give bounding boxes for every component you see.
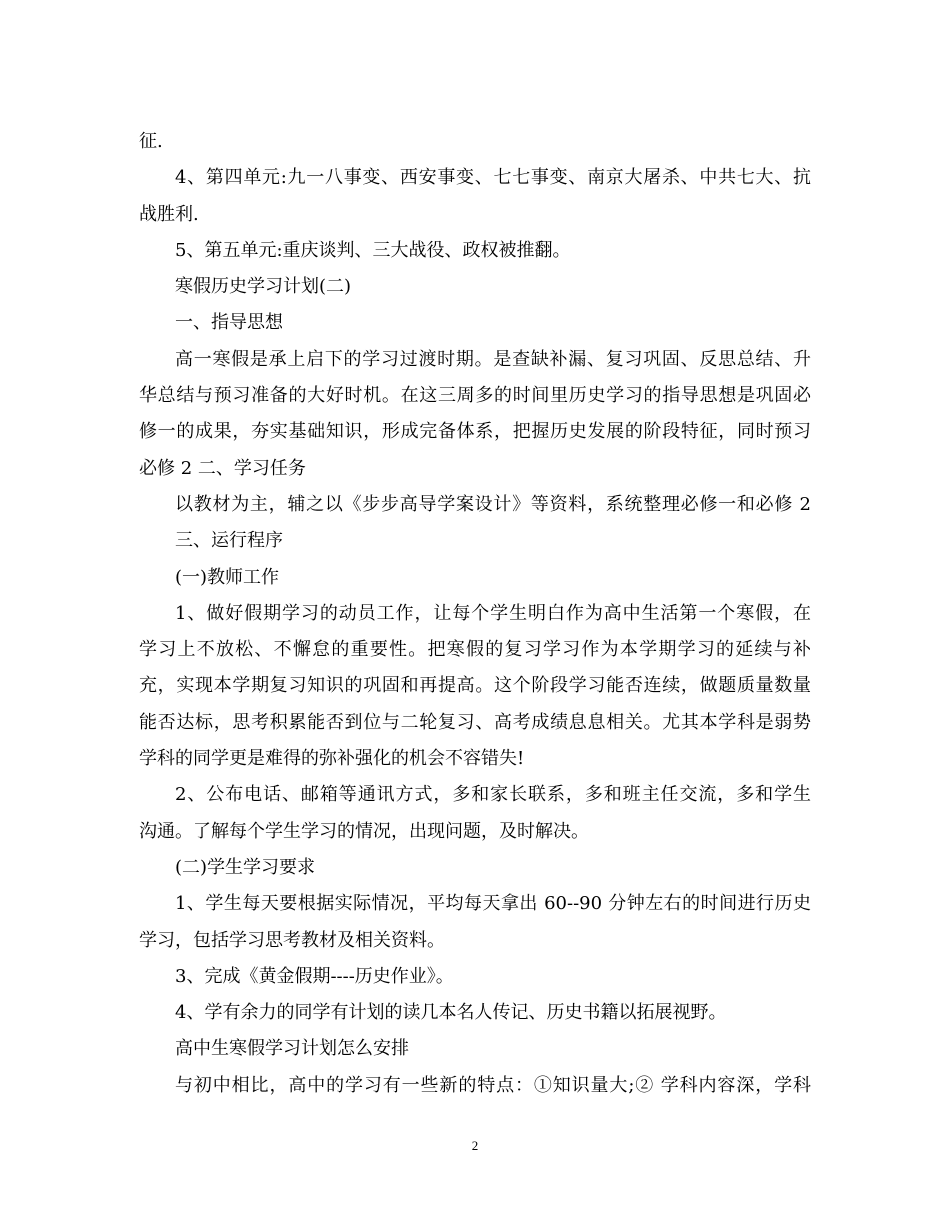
text-line: 1、做好假期学习的动员工作，让每个学生明白作为高中生活第一个寒假，在 [175, 602, 811, 624]
text-line: 3、完成《黄金假期----历史作业》。 [175, 965, 454, 987]
text-line: 充，实现本学期复习知识的巩固和再提高。这个阶段学习能否连续，做题质量数量 [139, 675, 811, 697]
section-heading: (一)教师工作 [175, 566, 280, 588]
section-heading: (二)学生学习要求 [175, 856, 316, 878]
page-number: 2 [471, 1138, 479, 1153]
text-line: 修一的成果，夯实基础知识，形成完备体系，把握历史发展的阶段特征，同时预习 [139, 421, 811, 443]
text-line: 必修 2 二、学习任务 [139, 457, 306, 479]
text-line: 战胜利. [139, 203, 199, 225]
text-line: 与初中相比，高中的学习有一些新的特点：①知识量大;② 学科内容深，学科 [175, 1074, 811, 1096]
text-line: 能否达标，思考积累能否到位与二轮复习、高考成绩息息相关。尤其本学科是弱势 [139, 711, 811, 733]
text-line: 学科的同学更是难得的弥补强化的机会不容错失! [139, 748, 525, 770]
text-line: 华总结与预习准备的大好时机。在这三周多的时间里历史学习的指导思想是巩固必 [139, 385, 811, 407]
document-body [139, 124, 811, 1104]
text-line: 高一寒假是承上启下的学习过渡时期。是查缺补漏、复习巩固、反思总结、升 [175, 348, 811, 370]
text-line: 学习上不放松、不懈怠的重要性。把寒假的复习学习作为本学期学习的延续与补 [139, 639, 811, 661]
text-line: 学习，包括学习思考教材及相关资料。 [139, 929, 445, 951]
text-line: 4、学有余力的同学有计划的读几本名人传记、历史书籍以拓展视野。 [175, 1002, 727, 1024]
text-line: 4、第四单元:九一八事变、西安事变、七七事变、南京大屠杀、中共七大、抗 [175, 167, 811, 189]
text-line: 2、公布电话、邮箱等通讯方式，多和家长联系，多和班主任交流，多和学生 [175, 784, 811, 806]
text-line: 以教材为主，辅之以《步步高导学案设计》等资料，系统整理必修一和必修 2 [175, 493, 811, 515]
text-line: 5、第五单元:重庆谈判、三大战役、政权被推翻。 [175, 239, 571, 261]
section-heading: 三、运行程序 [175, 530, 283, 552]
section-heading: 高中生寒假学习计划怎么安排 [175, 1038, 409, 1060]
section-heading: 一、指导思想 [175, 312, 283, 334]
text-line: 1、学生每天要根据实际情况，平均每天拿出 60--90 分钟左右的时间进行历史 [175, 893, 811, 915]
section-heading: 寒假历史学习计划(二) [175, 276, 352, 298]
text-line: 征. [139, 131, 163, 152]
text-line: 沟通。了解每个学生学习的情况，出现问题，及时解决。 [139, 820, 589, 842]
